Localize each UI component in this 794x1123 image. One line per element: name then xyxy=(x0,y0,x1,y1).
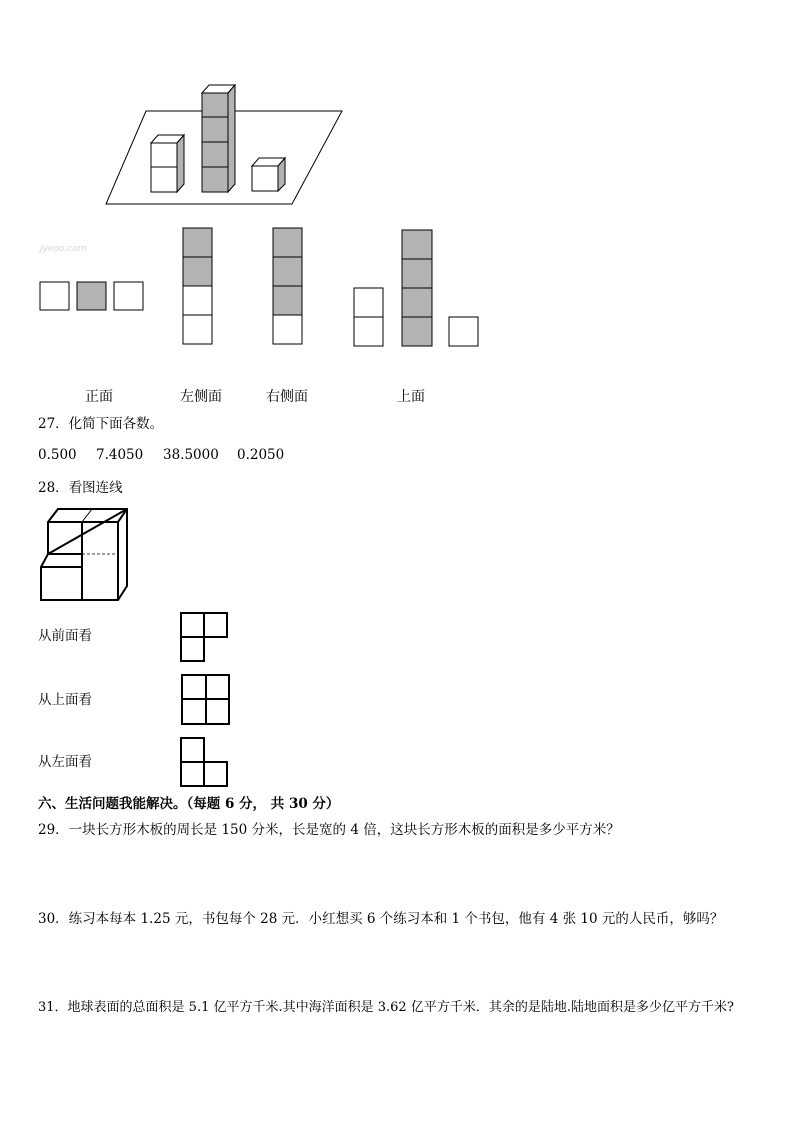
label-top: 上面 xyxy=(397,389,425,405)
view-shape-3 xyxy=(181,738,227,786)
watermark: Jyeoo.com xyxy=(40,244,87,254)
q27-number-1: 0.500 xyxy=(38,447,77,463)
q28-view-front: 从前面看 xyxy=(38,628,92,644)
label-front: 正面 xyxy=(85,389,113,405)
q31-text: 31．地球表面的总面积是 5.1 亿平方千米.其中海洋面积是 3.62 亿平方千米．其余的是陆地.陆地面积是多少亿平方千米? xyxy=(38,1000,734,1015)
q28-title: 28．看图连线 xyxy=(38,480,123,496)
q30-text: 30．练习本每本 1.25 元，书包每个 28 元．小红想买 6 个练习本和 1 个书包，他有 4 张 10 元的人民币，够吗？ xyxy=(38,911,724,927)
q29-text: 29．一块长方形木板的周长是 150 分米，长是宽的 4 倍，这块长方形木板的面积是多少平方米？ xyxy=(38,822,620,838)
q28-view-left: 从左面看 xyxy=(38,754,92,770)
q27-number-4: 0.2050 xyxy=(237,447,285,463)
section6-title: 六、生活问题我能解决。（每题 6 分， 共 30 分） xyxy=(38,796,340,812)
label-right-side: 右侧面 xyxy=(266,389,308,405)
label-left-side: 左侧面 xyxy=(180,389,222,405)
q28-view-top: 从上面看 xyxy=(38,692,92,708)
q27-title: 27．化简下面各数。 xyxy=(38,416,164,432)
view-shape-2 xyxy=(182,675,229,724)
q27-number-2: 7.4050 xyxy=(96,447,144,463)
q27-number-3: 38.5000 xyxy=(163,447,219,463)
view-shape-1 xyxy=(181,613,227,661)
